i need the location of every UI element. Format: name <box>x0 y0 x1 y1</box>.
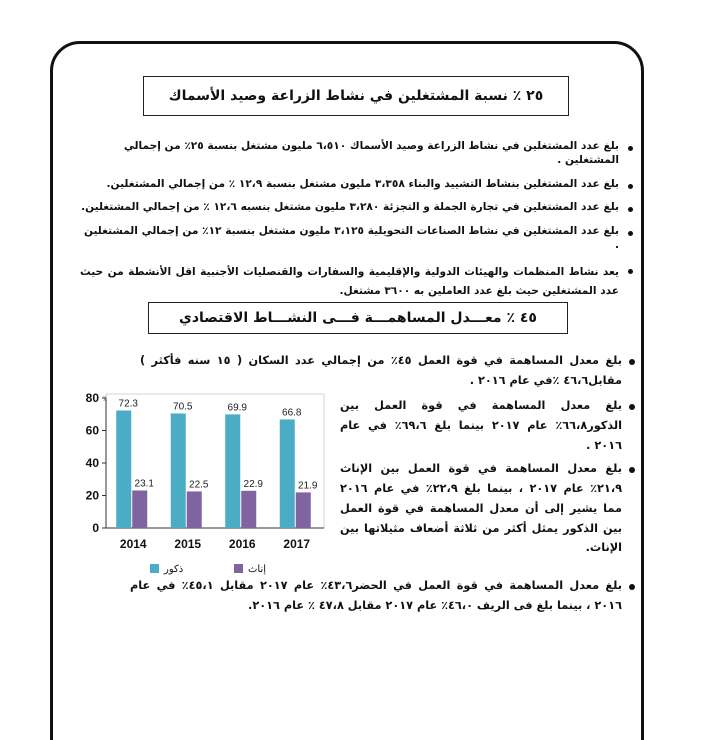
participation-bullet-list-narrow <box>340 396 636 562</box>
list-item: بلغ معدل المساهمة في قوة العمل ٤٥٪ من إجمالي عدد السكان ( ١٥ سنه فأكثر ) مقابل٤٦،٦ ٪في عام ٢٠١٦ . <box>140 351 636 391</box>
y-tick-label: 80 <box>85 391 99 405</box>
list-item: بلغ عدد المشتغلين في نشاط الصناعات التحويلية ٣،١٢٥ مليون مشتغل بنسبة ١٢٪ من إجمالي المشتغلين . <box>80 225 635 253</box>
bar-males <box>116 411 131 528</box>
bar-males <box>171 413 186 528</box>
bar-females <box>132 490 147 528</box>
legend-swatch <box>234 564 243 573</box>
legend-label: إناث <box>248 564 267 575</box>
list-item: بلغ عدد المشتغلين بنشاط التشييد والبناء ٣،٣٥٨ مليون مشتغل بنسبة ١٢،٩ ٪ من إجمالي المشتغلين. <box>80 178 635 192</box>
bar-females <box>241 491 256 528</box>
bar-value-label: 23.1 <box>134 478 154 490</box>
bar-value-label: 22.5 <box>189 479 209 491</box>
participation-bar-chart <box>66 384 336 584</box>
category-label: 2014 <box>119 537 147 551</box>
bar-males <box>225 414 240 528</box>
list-item: بلغ معدل المساهمة في قوة العمل بين الإناث ٢١،٩٪ عام ٢٠١٧ ، بينما بلغ ٢٢،٩٪ في عام ٢٠١٦ مما يشير إلى أن معدل المساهمة في قوة العمل بين الذكور يمثل أكثر من ثلاثة أضعاف مثيلاتها بين الإناث. <box>340 459 636 558</box>
bar-value-label: 70.5 <box>173 401 193 413</box>
category-label: 2016 <box>228 537 256 551</box>
y-unit-label: ٪ <box>103 394 108 403</box>
bar-value-label: 69.9 <box>227 402 247 414</box>
category-label: 2017 <box>283 537 311 551</box>
bar-females <box>296 492 311 528</box>
bar-value-label: 72.3 <box>118 398 138 410</box>
employment-bullet-list <box>80 140 635 311</box>
legend-label: ذكور <box>164 564 184 575</box>
bar-males <box>280 419 295 528</box>
y-tick-label: 20 <box>85 488 99 503</box>
bar-females <box>187 491 202 528</box>
section-title-participation: ٤٥ ٪ معـــدل المساهمـــة فـــى النشـــاط الاقتصادي <box>148 302 568 334</box>
legend-swatch <box>150 564 159 573</box>
list-item: بلغ عدد المشتغلين في تجارة الجملة و التجزئة ٣،٢٨٠ مليون مشتغل بنسبه ١٢،٦ ٪ من إجمالي المشتغلين. <box>80 201 635 215</box>
category-label: 2015 <box>174 537 202 551</box>
list-item: بلغ عدد المشتغلين في نشاط الزراعة وصيد الأسماك ٦،٥١٠ مليون مشتغل بنسبة ٢٥٪ من إجمالي المشتغلين . <box>80 140 635 168</box>
y-tick-label: 60 <box>85 423 99 438</box>
chart-svg <box>66 384 336 584</box>
y-tick-label: 40 <box>85 456 99 470</box>
list-item: يعد نشاط المنظمات والهيئات الدولية والإقليمية والسفارات والقنصليات الأجنبية اقل الأنشطة من حيث عدد المشتغلين حيث بلغ عدد العاملين به ٣٦٠٠ مشتغل. <box>80 263 635 301</box>
bar-value-label: 21.9 <box>298 480 318 492</box>
list-item: بلغ معدل المساهمة في قوة العمل بين الذكور٦٦،٨٪ عام ٢٠١٧ بينما بلغ ٦٩،٦٪ في عام ٢٠١٦ . <box>340 396 636 455</box>
bar-value-label: 22.9 <box>243 478 263 490</box>
list-item: بلغ معدل المساهمة في قوة العمل في الحضر٤٣،٦٪ عام ٢٠١٧ مقابل ٤٥،١٪ في عام ٢٠١٦ ، بينما بلغ فى الريف ٤٦،٠٪ عام ٢٠١٧ مقابل ٤٧،٨ ٪ عام ٢٠١٦. <box>130 576 636 616</box>
section-title-agriculture: ٢٥ ٪ نسبة المشتغلين في نشاط الزراعة وصيد الأسماك <box>143 76 569 116</box>
bar-value-label: 66.8 <box>282 407 302 419</box>
y-tick-label: 0 <box>92 521 99 535</box>
